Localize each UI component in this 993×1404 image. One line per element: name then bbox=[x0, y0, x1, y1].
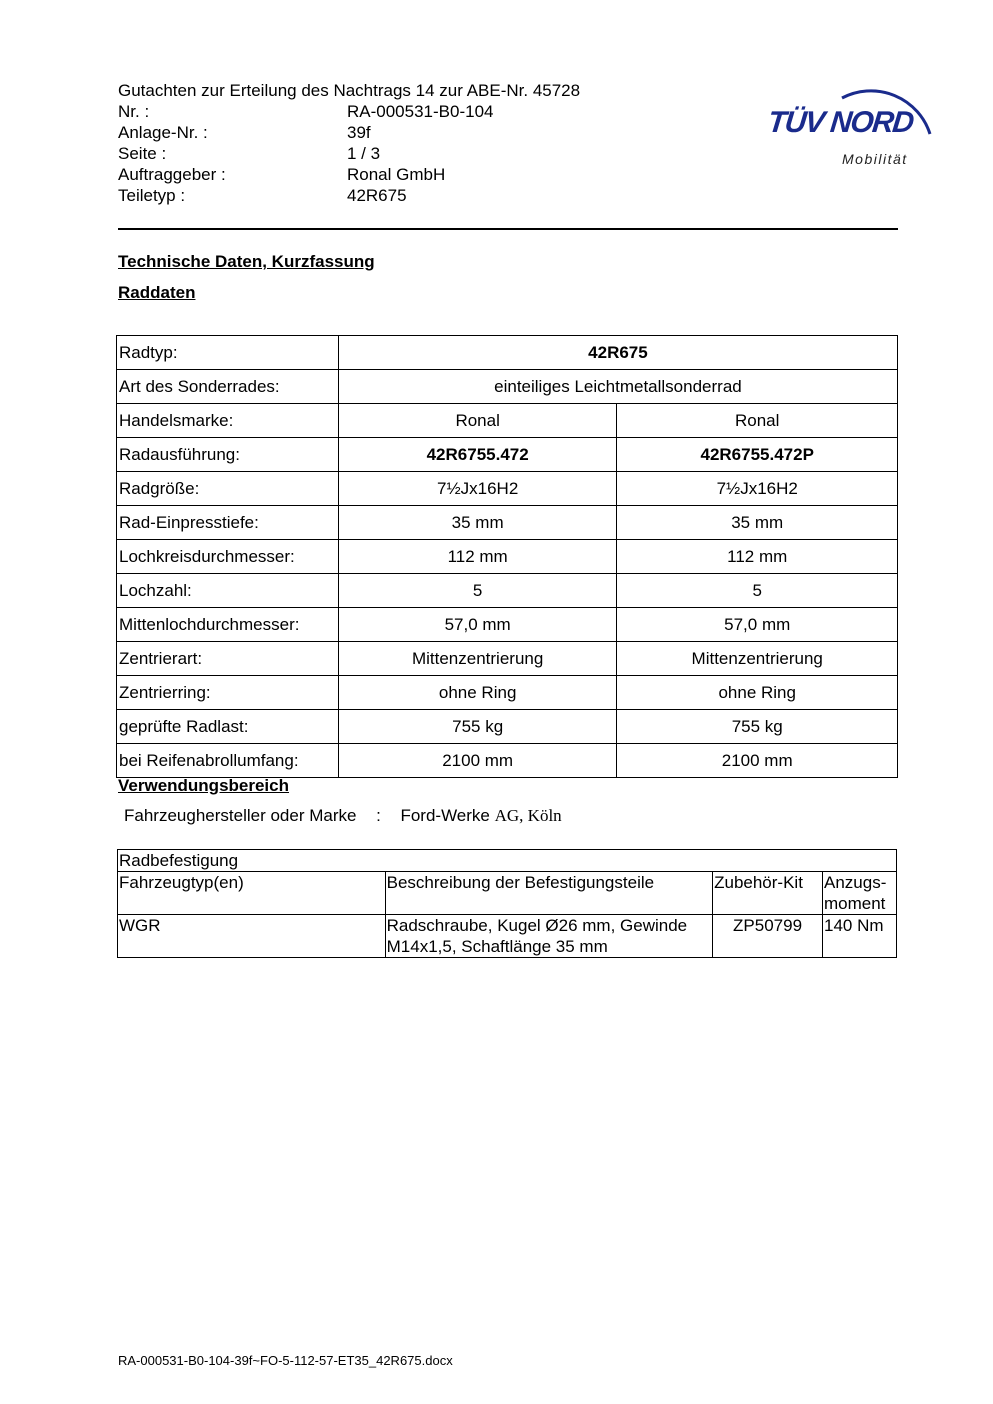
tuv-nord-logo bbox=[760, 56, 945, 171]
header-row-auftraggeber bbox=[118, 164, 580, 185]
row-label: Radtyp: bbox=[117, 336, 339, 370]
header-value: Ronal GmbH bbox=[347, 165, 446, 184]
header-label: Teiletyp : bbox=[118, 186, 186, 205]
table-row bbox=[117, 710, 898, 744]
cell-value: 42R6755.472P bbox=[617, 438, 898, 472]
cell-value: 35 mm bbox=[617, 506, 898, 540]
row-label: Mittenlochdurchmesser: bbox=[117, 608, 339, 642]
manufacturer-value: Ford-Werke bbox=[400, 806, 490, 825]
header-label: Seite : bbox=[118, 144, 167, 163]
cell-value: 7½Jx16H2 bbox=[338, 472, 617, 506]
row-label: Lochzahl: bbox=[117, 574, 339, 608]
cell-value: 112 mm bbox=[338, 540, 617, 574]
manufacturer-value-rest: AG, Köln bbox=[494, 806, 562, 825]
table-row bbox=[117, 574, 898, 608]
table-row bbox=[117, 608, 898, 642]
cell-value: 2100 mm bbox=[338, 744, 617, 778]
row-label: bei Reifenabrollumfang: bbox=[117, 744, 339, 778]
art-value: einteiliges Leichtmetallsonderrad bbox=[338, 370, 897, 404]
cell-value: 5 bbox=[617, 574, 898, 608]
table-row bbox=[117, 506, 898, 540]
cell-value: 57,0 mm bbox=[617, 608, 898, 642]
document-header bbox=[118, 80, 580, 206]
cell-value: ohne Ring bbox=[338, 676, 617, 710]
header-label: Nr. : bbox=[118, 102, 150, 121]
table-row bbox=[117, 676, 898, 710]
footer-filename: RA-000531-B0-104-39f~FO-5-112-57-ET35_42R675.docx bbox=[118, 1353, 453, 1368]
table-row bbox=[117, 336, 898, 370]
row-label: Lochkreisdurchmesser: bbox=[117, 540, 339, 574]
manufacturer-separator: : bbox=[376, 806, 381, 825]
row-label: Radausführung: bbox=[117, 438, 339, 472]
column-header: Anzugs-moment bbox=[823, 872, 897, 915]
document-title: Gutachten zur Erteilung des Nachtrags 14 zur ABE-Nr. 45728 bbox=[118, 81, 581, 100]
wheel-data-table bbox=[116, 335, 898, 778]
cell-value: 5 bbox=[338, 574, 617, 608]
row-label: Rad-Einpresstiefe: bbox=[117, 506, 339, 540]
cell-value: ZP50799 bbox=[713, 915, 823, 958]
row-label: geprüfte Radlast: bbox=[117, 710, 339, 744]
manufacturer-line bbox=[124, 806, 562, 826]
fixing-table-title: Radbefestigung bbox=[118, 850, 897, 872]
table-row bbox=[117, 438, 898, 472]
logo-brand: TÜV NORD bbox=[766, 106, 915, 139]
cell-value: Radschraube, Kugel Ø26 mm, Gewinde M14x1,5, Schaftlänge 35 mm bbox=[385, 915, 712, 958]
header-divider bbox=[118, 228, 898, 230]
table-row bbox=[117, 370, 898, 404]
table-row bbox=[118, 915, 897, 958]
column-header: Fahrzeugtyp(en) bbox=[118, 872, 386, 915]
manufacturer-label: Fahrzeughersteller oder Marke bbox=[124, 806, 357, 825]
header-row-anlage bbox=[118, 122, 580, 143]
radtyp-value: 42R675 bbox=[338, 336, 897, 370]
table-row bbox=[117, 472, 898, 506]
cell-value: 755 kg bbox=[617, 710, 898, 744]
row-label: Zentrierring: bbox=[117, 676, 339, 710]
cell-value: 7½Jx16H2 bbox=[617, 472, 898, 506]
cell-value: 35 mm bbox=[338, 506, 617, 540]
table-row bbox=[117, 404, 898, 438]
header-value: RA-000531-B0-104 bbox=[347, 102, 494, 121]
table-row bbox=[117, 744, 898, 778]
table-row bbox=[117, 642, 898, 676]
section-usage-title: Verwendungsbereich bbox=[118, 776, 289, 795]
cell-value: WGR bbox=[118, 915, 386, 958]
header-row-teiletyp bbox=[118, 185, 580, 206]
table-row bbox=[117, 540, 898, 574]
cell-value: 140 Nm bbox=[823, 915, 897, 958]
header-value: 1 / 3 bbox=[347, 144, 381, 163]
cell-value: Mittenzentrierung bbox=[617, 642, 898, 676]
row-label: Radgröße: bbox=[117, 472, 339, 506]
header-value: 39f bbox=[347, 123, 371, 142]
row-label: Zentrierart: bbox=[117, 642, 339, 676]
cell-value: 112 mm bbox=[617, 540, 898, 574]
cell-value: 2100 mm bbox=[617, 744, 898, 778]
table-row bbox=[118, 850, 897, 872]
row-label: Handelsmarke: bbox=[117, 404, 339, 438]
logo-subtitle: Mobilität bbox=[842, 151, 908, 167]
cell-value: ohne Ring bbox=[617, 676, 898, 710]
column-header: Beschreibung der Befestigungsteile bbox=[385, 872, 712, 915]
cell-value: Mittenzentrierung bbox=[338, 642, 617, 676]
table-row bbox=[118, 872, 897, 915]
cell-value: 755 kg bbox=[338, 710, 617, 744]
cell-value: Ronal bbox=[338, 404, 617, 438]
column-header: Zubehör-Kit bbox=[713, 872, 823, 915]
cell-value: 42R6755.472 bbox=[338, 438, 617, 472]
fixing-table bbox=[117, 849, 897, 958]
cell-value: Ronal bbox=[617, 404, 898, 438]
header-label: Anlage-Nr. : bbox=[118, 123, 208, 142]
header-row-seite bbox=[118, 143, 580, 164]
section-technical-title: Technische Daten, Kurzfassung bbox=[118, 252, 375, 271]
cell-value: 57,0 mm bbox=[338, 608, 617, 642]
row-label: Art des Sonderrades: bbox=[117, 370, 339, 404]
section-wheel-title: Raddaten bbox=[118, 283, 196, 302]
header-label: Auftraggeber : bbox=[118, 165, 226, 184]
header-row-nr bbox=[118, 101, 580, 122]
header-value: 42R675 bbox=[347, 186, 407, 205]
